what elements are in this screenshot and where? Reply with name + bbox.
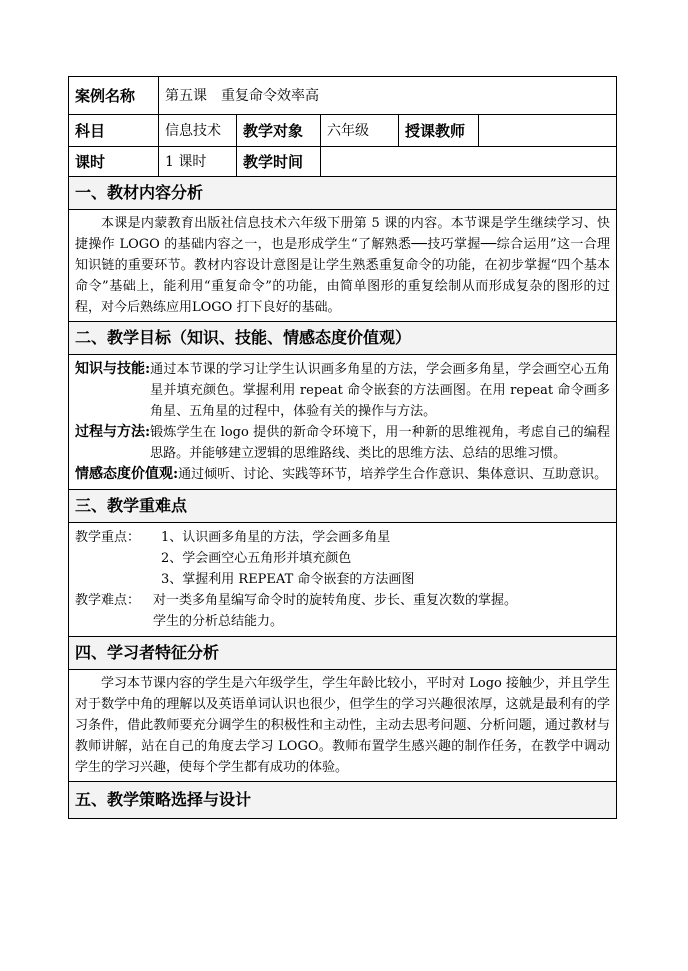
section-4-title: 四、学习者特征分析: [69, 637, 617, 670]
emotion-label: 情感态度价值观:: [75, 466, 179, 482]
process-text: 锻炼学生在 logo 提供的新命令环境下，用一种新的思维视角，考虑自己的编程思路。并能够建立逻辑的思维路线、类比的思维方法、总结的思维习惯。: [150, 425, 611, 461]
hours-value: 1 课时: [159, 147, 237, 177]
audience-label: 教学对象: [237, 115, 321, 147]
section-3-body-row: [69, 523, 617, 637]
case-name-label: 案例名称: [69, 77, 159, 115]
lesson-plan-table: [68, 76, 617, 819]
knowledge-label: 知识与技能:: [75, 361, 151, 377]
difficulty-1: 对一类多角星编写命令时的旋转角度、步长、重复次数的掌握。: [153, 593, 518, 608]
section-4-heading-row: [69, 637, 617, 670]
difficulty-label: 教学难点：: [75, 593, 141, 608]
time-label: 教学时间: [237, 147, 321, 177]
subject-label: 科目: [69, 115, 159, 147]
key-point-label: 教学重点：: [75, 530, 141, 545]
audience-value: 六年级: [321, 115, 399, 147]
section-5-title: 五、教学策略选择与设计: [69, 782, 617, 819]
section-3-heading-row: [69, 490, 617, 523]
knowledge-goal: [75, 359, 610, 422]
hours-label: 课时: [69, 147, 159, 177]
teacher-value: [479, 115, 617, 147]
process-goal: [75, 422, 610, 464]
key-point-1-line: [75, 527, 610, 548]
key-point-3-line: [75, 569, 610, 590]
case-name-value: 第五课 重复命令效率高: [159, 77, 617, 115]
difficulty-2-line: [75, 611, 610, 632]
section-4-text: 学习本节课内容的学生是六年级学生，学生年龄比较小，平时对 Logo 接触少，并且学生对于数学中角的理解以及英语单词认识也很少，但学生的学习兴趣很浓厚，这就是最利有的学习条件，借此教师要充分调学生的积极性和主动性，主动去思考问题、分析问题，通过教材与教师讲解，站在自己的角度去学习 LOGO。教师布置学生感兴趣的制作任务，在教学中调动学生的学习兴趣，使每个学生都有成功的体验。: [69, 670, 617, 782]
process-label: 过程与方法:: [75, 424, 151, 440]
section-3-body: [69, 523, 617, 637]
subject-row: [69, 115, 617, 147]
section-2-title: 二、教学目标（知识、技能、情感态度价值观）: [69, 322, 617, 355]
section-2-body: [69, 355, 617, 490]
hours-row: [69, 147, 617, 177]
time-value: [321, 147, 617, 177]
key-point-2: 2、学会画空心五角形并填充颜色: [161, 551, 352, 566]
difficulty-1-line: [75, 590, 610, 611]
emotion-text: 通过倾听、讨论、实践等环节，培养学生合作意识、集体意识、互助意识。: [178, 467, 608, 482]
section-1-heading-row: [69, 177, 617, 210]
key-point-1: 1、认识画多角星的方法，学会画多角星: [161, 530, 391, 545]
key-point-2-line: [75, 548, 610, 569]
lesson-plan-page: [68, 76, 616, 819]
subject-value: 信息技术: [159, 115, 237, 147]
section-2-heading-row: [69, 322, 617, 355]
emotion-goal: [75, 464, 610, 485]
section-2-body-row: [69, 355, 617, 490]
section-5-heading-row: [69, 782, 617, 819]
difficulty-2: 学生的分析总结能力。: [153, 614, 284, 629]
section-1-text: 本课是内蒙教育出版社信息技术六年级下册第 5 课的内容。本节课是学生继续学习、快捷操作 LOGO 的基础内容之一，也是形成学生“了解熟悉──技巧掌握──综合运用”这一合理知识链的重要环节。教材内容设计意图是让学生熟悉重复命令的功能，在初步掌握“四个基本命令”基础上，能利用“重复命令”的功能，由简单图形的重复绘制从而形成复杂的图形的过程，对今后熟练应用LOGO 打下良好的基础。: [69, 210, 617, 322]
knowledge-text: 通过本节课的学习让学生认识画多角星的方法，学会画多角星，学会画空心五角星并填充颜色。掌握利用 repeat 命令嵌套的方法画图。在用 repeat 命令画多角星、五角星的过程中，体验有关的操作与方法。: [150, 362, 611, 419]
section-3-title: 三、教学重难点: [69, 490, 617, 523]
teacher-label: 授课教师: [399, 115, 479, 147]
section-4-body-row: [69, 670, 617, 782]
section-1-body-row: [69, 210, 617, 322]
section-1-title: 一、教材内容分析: [69, 177, 617, 210]
key-point-3: 3、掌握利用 REPEAT 命令嵌套的方法画图: [161, 572, 415, 587]
case-name-row: [69, 77, 617, 115]
